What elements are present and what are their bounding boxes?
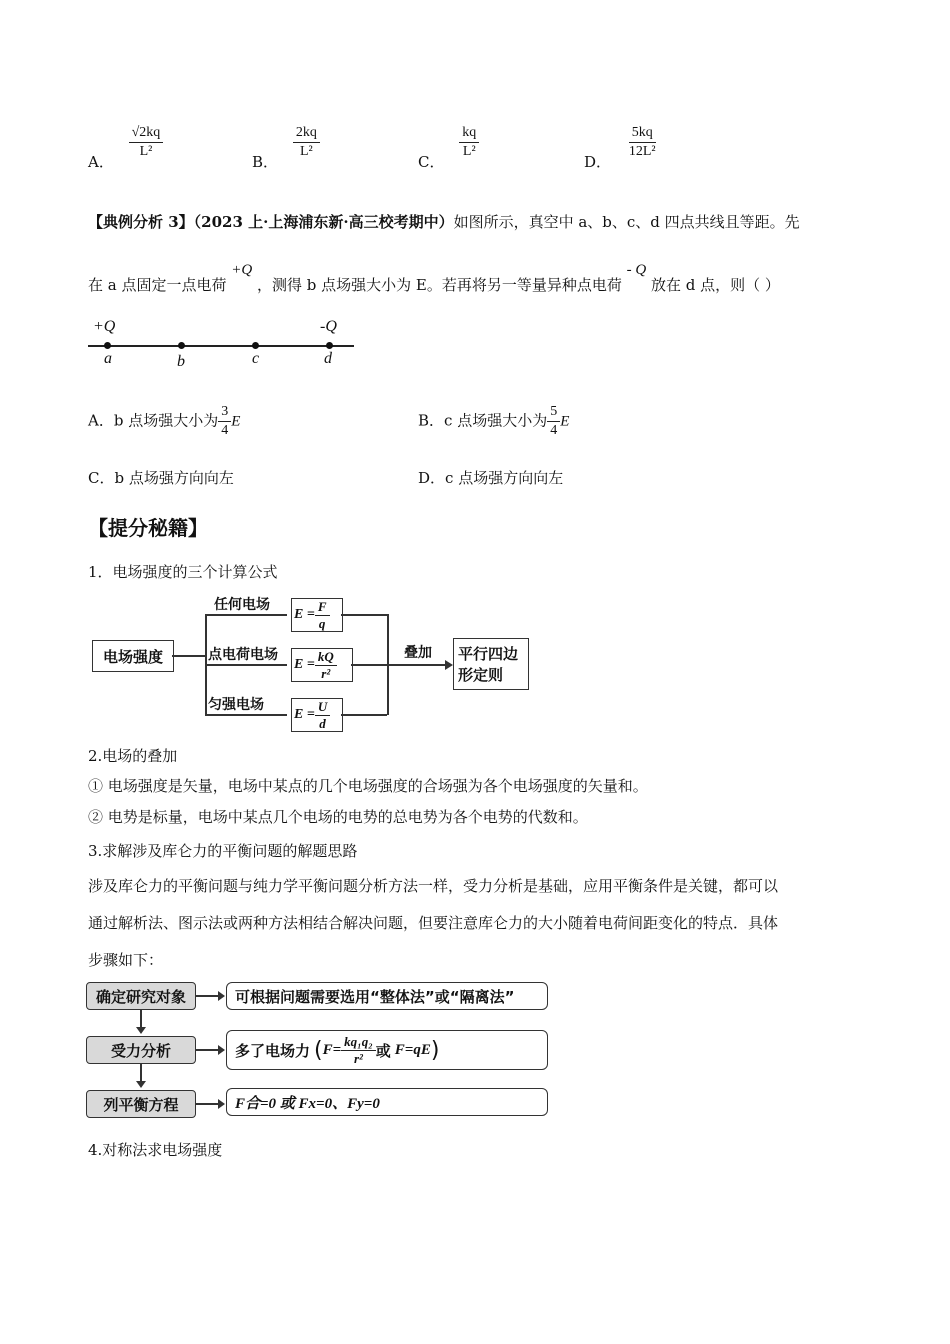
points-line-figure xyxy=(88,318,368,373)
choice-a: A．b 点场强大小为 $\frac{3}{4}$ E xyxy=(88,404,241,438)
point-a-label: a xyxy=(104,350,112,367)
result-box: 平行四边 形定则 xyxy=(453,638,529,690)
item4-title: 4.对称法求电场强度 xyxy=(88,1141,223,1159)
formula-box-2: E = $\frac{kQ}{\text{r²}}$ xyxy=(291,648,353,682)
item1-title: 1．电场强度的三个计算公式 xyxy=(88,563,278,581)
item3-p3: 步骤如下： xyxy=(88,951,164,969)
point-c-dot xyxy=(252,342,259,349)
field-formula-diagram xyxy=(88,592,538,742)
item3-title: 3.求解涉及库仑力的平衡问题的解题思路 xyxy=(88,842,358,860)
point-b-label: b xyxy=(177,353,185,370)
example-line-2: 在 a 点固定一点电荷 +Q ，测得 b 点场强大小为 E。若再将另一等量异种点电荷 - Q 放在 d 点，则（ ） xyxy=(88,262,780,294)
item2-p2: ② 电势是标量，电场中某点几个电场的电势的总电势为各个电势的代数和。 xyxy=(88,808,588,826)
result-identify: 可根据问题需要选用“整体法”或“隔离法” xyxy=(226,982,548,1010)
point-a-dot xyxy=(104,342,111,349)
point-c-label: c xyxy=(252,350,260,367)
steps-diagram xyxy=(86,980,556,1120)
branch-any-field: 任何电场 xyxy=(214,597,270,613)
item2-p1: ① 电场强度是矢量，电场中某点的几个电场强度的合场强为各个电场强度的矢量和。 xyxy=(88,777,648,795)
example-line-1: 【典例分析 3】（2023 上·上海浦东新·高三校考期中）如图所示，真空中 a、b、c、d 四点共线且等距。先 xyxy=(88,213,800,231)
item2-title: 2.电场的叠加 xyxy=(88,747,178,765)
root-box: 电场强度 xyxy=(92,640,174,672)
point-d-label: d xyxy=(324,350,332,367)
item3-p2: 通过解析法、图示法或两种方法相结合解决问题，但要注意库仑力的大小随着电荷间距变化的特点．具体 xyxy=(88,914,779,932)
section-title: 【提分秘籍】 xyxy=(88,516,208,540)
branch-point-charge: 点电荷电场 xyxy=(208,647,278,663)
label-plus-q: +Q xyxy=(93,318,116,335)
formula-box-1: E = $\frac{F}{q}$ xyxy=(291,598,343,632)
branch-uniform-field: 匀强电场 xyxy=(208,697,264,713)
choice-d: D．c 点场强方向向左 xyxy=(418,469,564,487)
choice-b: B．c 点场强大小为 $\frac{5}{4}$ E xyxy=(418,404,570,438)
axis-line xyxy=(88,345,354,347)
option-b-top: B． $\frac{2kq}{\text{L²}}$ xyxy=(252,125,320,160)
step-equation: 列平衡方程 xyxy=(86,1090,196,1118)
option-d-top: D． $\frac{5kq}{\text{12L²}}$ xyxy=(584,125,656,171)
option-c-top: C． $\frac{kq}{\text{L²}}$ xyxy=(418,125,479,160)
option-a-top: A． $\frac{√2kq}{\text{L²}}$ xyxy=(88,125,163,160)
step-identify: 确定研究对象 xyxy=(86,982,196,1010)
combine-label: 叠加 xyxy=(404,645,432,661)
arrow-head xyxy=(445,660,453,670)
item3-p1: 涉及库仑力的平衡问题与纯力学平衡问题分析方法一样，受力分析是基础，应用平衡条件是关键，都可以 xyxy=(88,877,779,895)
label-minus-q: -Q xyxy=(320,318,337,335)
result-equation: F合=0 或 Fx=0、Fy=0 xyxy=(226,1088,548,1116)
choice-c: C．b 点场强方向向左 xyxy=(88,469,234,487)
result-force: 多了电场力 ( F= $\frac{\text{kq₁q₂}}{\text{r²}}$ 或 F=qE ) xyxy=(226,1030,548,1070)
point-d-dot xyxy=(326,342,333,349)
step-force-analysis: 受力分析 xyxy=(86,1036,196,1064)
formula-box-3: E = $\frac{U}{d}$ xyxy=(291,698,343,732)
point-b-dot xyxy=(178,342,185,349)
